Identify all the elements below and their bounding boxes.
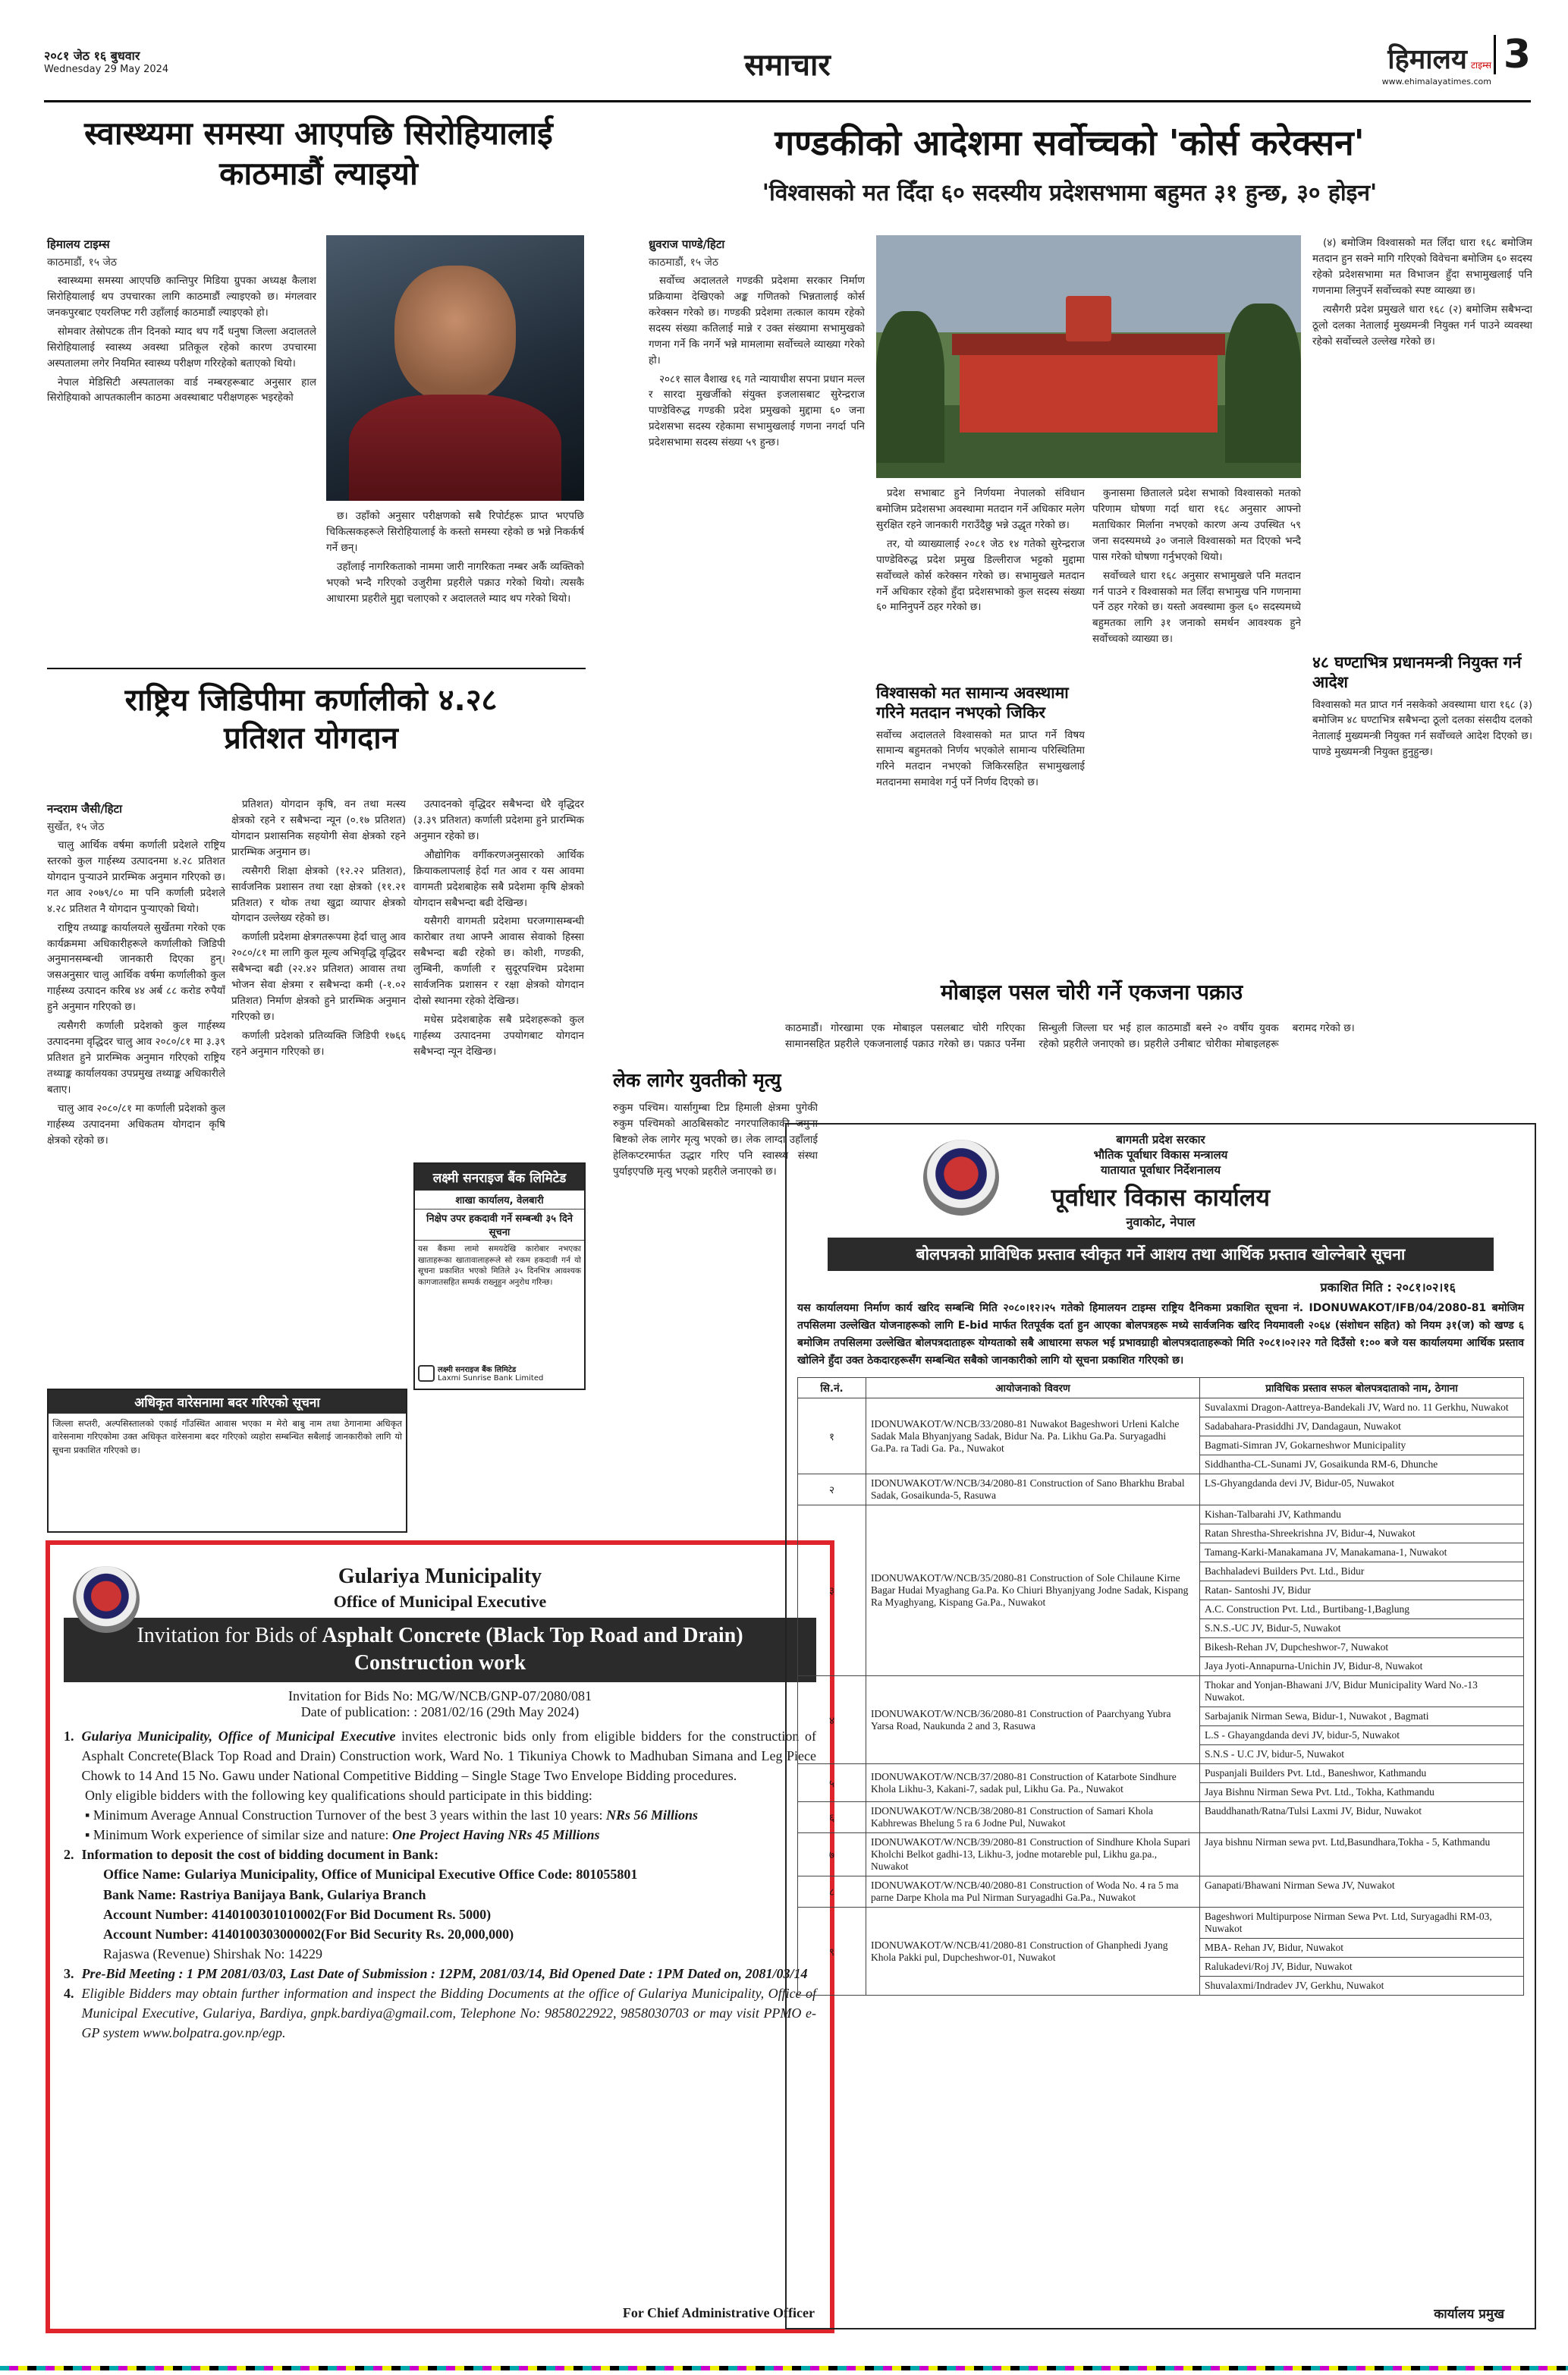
story1-col1: स्वास्थ्यमा समस्या आएपछि कान्तिपुर मिडिया ग्रुपका अध्यक्ष कैलाश सिरोहियालाई थप उपचारका लागि काठमाडौं ल्याइएको छ। मंगलवार जनकपुरबाट एयरलिफ्ट गरी उहाँलाई काठमाडौं ल्याइएको हो। सोमवार तेस्रोपटक तीन दिनको म्याद थप गर्दै धनुषा जिल्ला अदालतले सिरोहियालाई स्वास्थ्य अवस्था प्रतिकूल रहेको कारण उपचारमा अस्पतालमा लगेर नियमित स्वास्थ्य परीक्षण गरिरहेको बताएको थियो। नेपाल मेडिसिटी अस्पतालका वार्ड नम्बरहरूबाट अनुसार हाल सिरोहियाको आपतकालीन काठमा अवस्थाबाट परीक्षणहरू भइरहेको <box>47 275 316 404</box>
row-sn: ३ <box>798 1505 866 1676</box>
row-bidder: Ralukadevi/Roj JV, Bidur, Nuwakot <box>1200 1958 1524 1977</box>
infra-office: पूर्वाधार विकास कार्यालय <box>1051 1183 1271 1212</box>
table-row <box>798 1676 1524 1707</box>
table-row <box>798 1505 1524 1524</box>
row-bidder: Tamang-Karki-Manakamana JV, Manakamana-1, Nuwakot <box>1200 1543 1524 1562</box>
row-bidder: Suvalaxmi Dragon-Aattreya-Bandekali JV, Ward no. 11 Gerkhu, Nuwakot <box>1200 1398 1524 1417</box>
table-row <box>798 1876 1524 1908</box>
row-sn: ४ <box>798 1676 866 1764</box>
col-header-project: आयोजनाको विवरण <box>866 1378 1200 1398</box>
row-bidder: Jaya Jyoti-Annapurna-Unichin JV, Bidur-8, Nuwakot <box>1200 1657 1524 1676</box>
color-bar <box>0 2366 1568 2370</box>
row-sn: ६ <box>798 1802 866 1833</box>
row-project: IDONUWAKOT/W/NCB/36/2080-81 Construction of Paarchyang Yubra Yarsa Road, Naukunda 2 and 3, Rasuwa <box>866 1676 1200 1764</box>
story3-box1-title: विश्वासको मत सामान्य अवस्थामा गरिने मतदान नभएको जिकिर <box>876 684 1069 722</box>
page-number: 3 <box>1494 35 1531 74</box>
masthead <box>1382 39 1491 87</box>
row-project: IDONUWAKOT/W/NCB/41/2080-81 Construction of Ghanphedi Jyang Khola Pakki pul, Dupcheshwor-01, Nuwakot <box>866 1908 1200 1996</box>
row-bidder: Bachhaladevi Builders Pvt. Ltd., Bidur <box>1200 1562 1524 1581</box>
row-project: IDONUWAKOT/W/NCB/35/2080-81 Construction of Sole Chilaune Kirne Bagar Hudai Myaghang Ga.Pa. Ko Chiuri Bhyanjyang Jodne Sadak, Kispang Ra Myaghyang, Kispang Ga.Pa., Nuwakot <box>866 1505 1200 1676</box>
story3-byline: ध्रुवराज पाण्डे/हिटा <box>649 238 725 251</box>
row-bidder: Bagmati-Simran JV, Gokarneshwor Municipality <box>1200 1436 1524 1455</box>
story3-col4: (४) बमोजिम विश्वासको मत लिँदा धारा १६८ बमोजिम मतदान हुन सक्ने मागि गरिएको विवेचना बमोजिम ६० सदस्य रहेको प्रदेशसभामा मत विभाजन हुँदा सभामुखलाई पनि गणनामा लिनुपर्ने सर्वोच्चको स्पष्ट व्याख्या छ। त्यसैगरी प्रदेश प्रमुखले धारा १६८ (२) बमोजिम सबैभन्दा ठूलो दलका नेतालाई मुख्यमन्त्री नियुक्त गर्न पाउने व्यवस्था रहेको सर्वोच्चले उल्लेख गरेको छ। <box>1312 237 1532 348</box>
gulariya-title: Gulariya Municipality <box>338 1565 542 1588</box>
row-bidder: Ratan- Santoshi JV, Bidur <box>1200 1581 1524 1600</box>
story3-col2: प्रदेश सभाबाट हुने निर्णयमा नेपालको संविधान बमोजिम प्रदेशसभा अवस्थामा मतदान गर्ने अधिकार मलेग सुरक्षित रहने जानकारी गराउँदैछु भन्ने उद्धृत गरेको छ। तर, यो व्याख्यालाई २०८१ जेठ १४ गतेको सुरेन्द्रराज पाण्डेविरुद्ध प्रदेश प्रमुख डिल्लीराज भट्टको मुद्दामा सर्वोच्चले कोर्स करेक्सन गरेको छ। सभामुखले मतदान गर्ने अधिकार रहेको हुँदा प्रदेशसभाको कुल सदस्य संख्या ६० मानिनुपर्ने ठहर गरेको छ। <box>876 487 1085 614</box>
warisnama-title: अधिकृत वारेसनामा बदर गरिएको सूचना <box>49 1390 406 1414</box>
story3-box2-text: विश्वासको मत प्राप्त गर्न नसकेको अवस्थामा धारा १६८ (३) बमोजिम ४८ घण्टाभित्र सबैभन्दा ठूलो दलका संसदीय दलको नेतालाई मुख्यमन्त्री नियुक्त गर्न सर्वोच्चले आदेश दिएको छ। पाण्डे मुख्यमन्त्री नियुक्त हुनुहुन्छ। <box>1312 698 1532 759</box>
row-sn: ७ <box>798 1833 866 1876</box>
col-header-sn: सि.नं. <box>798 1378 866 1398</box>
col-header-bidder: प्राविधिक प्रस्ताव सफल बोलपत्रदाताको नाम, ठेगाना <box>1200 1378 1524 1398</box>
bank-logo-en: Laxmi Sunrise Bank Limited <box>438 1374 544 1383</box>
row-bidder: Puspanjali Builders Pvt. Ltd., Baneshwor, Kathmandu <box>1200 1764 1524 1783</box>
header-date-np: २०८१ जेठ १६ बुधवार <box>44 49 140 63</box>
header-rule <box>44 100 1531 102</box>
row-bidder: Jaya bishnu Nirman sewa pvt. Ltd,Basundhara,Tokha - 5, Kathmandu <box>1200 1833 1524 1876</box>
infra-body: यस कार्यालयमा निर्माण कार्य खरिद सम्बन्धि मिति २०८०।१२।२५ गतेको हिमालयन टाइम्स राष्ट्रिय दैनिकमा प्रकाशित सूचना नं. IDONUWAKOT/IFB/04/2080-81 बमोजिम तपसिलमा उल्लेखित योजनाहरूको लागि E-bid मार्फत रितपूर्वक दर्ता हुन आएका बोलपत्रहरू मध्ये सार्वजनिक खरिद नियमावली २०६४ (संशोधन सहित) को नियम ३१(ज) को खण्ड ६ बमोजिम तपसिलमा उल्लेखित बोलपत्रदाताहरू योग्यताको सबै आधारमा सफल भई प्रभावग्राही बोलपत्रदाताहरूको मिति २०८१।०२।२२ गते दिउँसो १:०० बजे यस कार्यालयमा आर्थिक प्रस्ताव खोलिने हुँदा उक्त ठेकदारहरूसँग सम्बन्धित सबैको जानकारीको लागि यो सूचना प्रकाशित गरिएको छ। <box>797 1302 1524 1367</box>
row-sn: ८ <box>798 1876 866 1908</box>
row-bidder: LS-Ghyangdanda devi JV, Bidur-05, Nuwakot <box>1200 1474 1524 1505</box>
story2-location: सुर्खेत, १५ जेठ <box>47 821 105 833</box>
row-bidder: L.S - Ghayangdanda devi JV, bidur-5, Nuwakot <box>1200 1726 1524 1745</box>
infra-directorate: यातायात पूर्वाधार निर्देशनालय <box>1100 1163 1221 1177</box>
bank-logo-icon <box>418 1365 435 1382</box>
story3-col1: सर्वोच्च अदालतले गण्डकी प्रदेशमा सरकार निर्माण प्रक्रियामा देखिएको अङ्क गणितको भिन्नतालाई कोर्स करेक्सन गरेको छ। गण्डकी प्रदेशमा तत्काल कायम रहेको सदस्य संख्या कतिलाई मान्ने र उक्त संख्यामा सभामुखको गणना गर्ने कि नगर्ने भन्ने मामलामा सर्वोच्चले व्याख्या गरेको हो। २०८१ साल वैशाख १६ गते न्यायाधीश सपना प्रधान मल्ल र सारदा मुखर्जीको संयुक्त इजलासबाट सुरेन्द्रराज पाण्डेविरुद्ध गण्डकी प्रदेश प्रमुखको मुद्दामा ६० जना प्रदेशसभा सदस्य रहेकामा सभामुखलाई गणना नगर्दा पनि प्रदेशसभामा सदस्य संख्या ५९ हुन्छ। <box>649 275 865 449</box>
row-project: IDONUWAKOT/W/NCB/38/2080-81 Construction of Samari Khola Kabhrewas Bhelung 5 ra 6 Jodne Pul, Nuwakot <box>866 1802 1200 1833</box>
nepal-emblem-icon <box>923 1140 999 1216</box>
row-bidder: MBA- Rehan JV, Bidur, Nuwakot <box>1200 1939 1524 1958</box>
website: www.ehimalayatimes.com <box>1381 77 1491 87</box>
story3-box1 <box>876 683 1085 835</box>
row-bidder: Bikesh-Rehan JV, Dupcheshwor-7, Nuwakot <box>1200 1638 1524 1657</box>
story3-photo <box>876 235 1301 478</box>
story1-location: काठमाडौं, १५ जेठ <box>47 256 118 269</box>
infra-notice-title: बोलपत्रको प्राविधिक प्रस्ताव स्वीकृत गर्ने आशय तथा आर्थिक प्रस्ताव खोल्नेबारे सूचना <box>828 1238 1494 1271</box>
infra-pub-date: प्रकाशित मिति : २०८१।०२।१६ <box>1320 1280 1456 1294</box>
row-bidder: Jaya Bishnu Nirman Sewa Pvt. Ltd., Tokha, Kathmandu <box>1200 1783 1524 1802</box>
row-sn: ५ <box>798 1764 866 1802</box>
story2-col2: प्रतिशत) योगदान कृषि, वन तथा मत्स्य क्षेत्रको रहने र सबैभन्दा न्यून (०.१७ प्रतिशत) योगदान प्रशासनिक सहयोगी सेवा क्षेत्रको रहने प्रारम्भिक अनुमान छ। त्यसैगरी शिक्षा क्षेत्रको (१२.२२ प्रतिशत), सार्वजनिक प्रशासन तथा रक्षा क्षेत्रको (११.२१ प्रतिशत) र थोक तथा खुद्रा व्यापार क्षेत्रको योगदान उल्लेख्य रहेको छ। कर्णाली प्रदेशमा क्षेत्रगतरूपमा हेर्दा चालु आव २०८०/८१ मा लागि कुल मूल्य अभिवृद्धि वृद्धिदर सबैभन्दा बढी (२२.४२ प्रतिशत) आवास तथा भोजन सेवा क्षेत्रमा र सबैभन्दा कमी (-१.०२ प्रतिशत) निर्माण क्षेत्रको हुने प्रारम्भिक अनुमान गरिएको छ। कर्णाली प्रदेशको प्रतिव्यक्ति जिडिपी १७६६ रहने अनुमान गरिएको छ। <box>231 798 406 1058</box>
row-bidder: S.N.S.-UC JV, Bidur-5, Nuwakot <box>1200 1619 1524 1638</box>
table-row <box>798 1908 1524 1939</box>
story3-subhead: 'विश्वासको मत दिँदा ६० सदस्यीय प्रदेशसभामा बहुमत ३१ हुन्छ, ३० होइन' <box>762 180 1378 206</box>
row-bidder: Kishan-Talbarahi JV, Kathmandu <box>1200 1505 1524 1524</box>
story4-headline: लेक लागेर युवतीको मृत्यु <box>613 1069 781 1091</box>
row-sn: १ <box>798 1398 866 1474</box>
masthead-sub: टाइम्स <box>1470 60 1491 71</box>
story3-location: काठमाडौं, १५ जेठ <box>649 256 719 269</box>
story1-byline: हिमालय टाइम्स <box>47 238 110 251</box>
row-project: IDONUWAKOT/W/NCB/37/2080-81 Construction of Katarbote Sindhure Khola Likhu-3, Kakani-7, sadak pul, Likhu Ga. Pa., Nuwakot <box>866 1764 1200 1802</box>
row-project: IDONUWAKOT/W/NCB/33/2080-81 Nuwakot Bageshwori Urleni Kalche Sadak Mala Bhyanjyang Sadak, Bidur Na. Pa. Likhu Ga.Pa. Suryagadhi Ga.Pa. ra Tadi Ga. Pa., Nuwakot <box>866 1398 1200 1474</box>
bank-notice <box>413 1162 586 1390</box>
table-row <box>798 1802 1524 1833</box>
table-row <box>798 1764 1524 1783</box>
row-bidder: Bauddhanath/Ratna/Tulsi Laxmi JV, Bidur, Nuwakot <box>1200 1802 1524 1833</box>
story2-col3: उत्पादनको वृद्धिदर सबैभन्दा धेरै वृद्धिदर (३.३९ प्रतिशत) कर्णाली प्रदेशमा हुने प्रारम्भिक अनुमान रहेको छ। औद्योगिक वर्गीकरणअनुसारको आर्थिक क्रियाकलापलाई हेर्दा गत आव र यस आवमा वागमती प्रदेशबाहेक सबै प्रदेशमा कृषि क्षेत्रको योगदान सबैभन्दा बढी देखिन्छ। यसैगरी वागमती प्रदेशमा घरजग्गासम्बन्धी कारोबार तथा आफ्नै आवास सेवाको हिस्सा सबैभन्दा बढी रहेको छ। कोशी, गण्डकी, लुम्बिनी, कर्णाली र सुदूरपश्चिम प्रदेशमा सार्वजनिक प्रशासन र रक्षा क्षेत्रको योगदान दोस्रो स्थानमा रहेको देखिन्छ। मधेस प्रदेशबाहेक सबै प्रदेशहरूको कुल गार्हस्थ्य उत्पादनमा उपयोगबाट योगदान सबैभन्दा न्यून देखिन्छ। <box>413 798 584 1058</box>
story5-headline: मोबाइल पसल चोरी गर्ने एकजना पक्राउ <box>941 980 1243 1005</box>
table-row <box>798 1474 1524 1505</box>
row-bidder: Sarbajanik Nirman Sewa, Bidur-1, Nuwakot , Bagmati <box>1200 1707 1524 1726</box>
story2-col1: चालु आर्थिक वर्षमा कर्णाली प्रदेशले राष्ट्रिय स्तरको कुल गार्हस्थ्य उत्पादनमा ४.२८ प्रतिशत योगदान पुऱ्याउने प्रारम्भिक अनुमान गरिएको छ। गत आव २०७९/८० मा पनि कर्णाली प्रदेशले ४.२८ प्रतिशत नै योगदान पुऱ्याएको थियो। राष्ट्रिय तथ्याङ्क कार्यालयले सुर्खेतमा गरेको एक कार्यक्रममा अधिकारीहरूले कर्णालीको जिडिपी अनुमानसम्बन्धी जानकारी दिएका हुन्। जसअनुसार चालु आर्थिक वर्षमा कर्णालीको कुल गार्हस्थ्य उत्पादन करिब ४४ अर्ब ८८ करोड रुपैयाँ हुने अनुमान गरिएको छ। त्यसैगरी कर्णाली प्रदेशको कुल गार्हस्थ्य उत्पादनमा वृद्धिदर चालु आव २०८०/८१ मा ३.३९ प्रतिशत हुने प्रारम्भिक अनुमान गरिएको राष्ट्रिय तथ्याङ्क कार्यालयका उपप्रमुख तथ्याङ्क अधिकारीले बताए। चालु आव २०८०/८१ मा कर्णाली प्रदेशको कुल गार्हस्थ्य उत्पादनमा अधिकतम योगदान कृषि क्षेत्रको रहेको छ। <box>47 839 225 1147</box>
bank-title: लक्ष्मी सनराइज बैंक लिमिटेड <box>432 1171 567 1186</box>
infra-table <box>797 1377 1524 1996</box>
infra-signature: कार्यालय प्रमुख <box>1434 2307 1504 2322</box>
row-bidder: Ganapati/Bhawani Nirman Sewa JV, Nuwakot <box>1200 1876 1524 1908</box>
header-date-en: Wednesday 29 May 2024 <box>44 64 169 75</box>
story3-col3: कुनासमा छितालले प्रदेश सभाको विश्वासको मतको परिणाम घोषणा गर्दा धारा १६८ अनुसार आफ्नो मताधिकार मिर्लाना नभएको कारण अन्य उपस्थित ५९ जना सदस्यमध्ये ३० जनाले विश्वासको मत दिएको भन्दै पास गरेको घोषणा गर्नुभएको थियो। सर्वोच्चले धारा १६८ अनुसार सभामुखले पनि मतदान गर्न पाउने र विश्वासको मत लिँदा सभामुख पनि गणनामा पर्ने ठहर गरेको छ। यस्तो अवस्थामा कुल ६० सदस्यमध्ये बहुमतका लागि ३१ जनाको समर्थन आवश्यक हुने सर्वोच्चको व्याख्या छ। <box>1092 487 1301 646</box>
header <box>44 32 1531 99</box>
gulariya-notice: Gulariya Municipality Office of Municipal Executive Invitation for Bids of Asphalt Concrete (Black Top Road and Drain) Construction work Invitation for Bids No: MG/W/NCB/GNP-07/2080/081 Date of publication: : 2081/02/16 (29th May 2024) 1. Gulariya Municipality, Office of Municipal Executive invites electronic bids only from eligible bidders for the construction of Asphalt Concrete(Black Top Road and Drain) Construction work, Ward No. 1 Tikuniya Chowk to Madhuban Simana and Leg Piece Chowk to 14 And 15 No. Gawu under National Competitive Bidding – Single Stage Two Envelope Bidding procedures. Only eligible bidders with the following key qualifications should participate in this bidding: ▪ Minimum Average Annual Construction Turnover of the best 3 years within the last 10 years: NRs 56 Millions ▪ Minimum Work experience of similar size and nature: One Project Having NRs 45 Millions 2. Information to deposit the cost of bidding document in Bank: Office Name: Gulariya Municipality, Office of Municipal Executive Office Code: 801055801 Bank Name: Rastriya Banijaya Bank, Gulariya Branch Account Number: 4140100301010002(For Bid Document Rs. 5000) Account Number: 4140100303000002(For Bid Security Rs. 20,000,000) Rajaswa (Revenue) Shirshak No: 14229 3. Pre-Bid Meeting : 1 PM 2081/03/03, Last Date of Submission : 12PM, 2081/03/14, Bid Opened Date : 1PM Dated on, 2081/03/14 4. Eligible Bidders may obtain further information and inspect the Bidding Documents at the office of Gulariya Municipality, Office of Municipal Executive, Gulariya, Bardiya, gnpk.bardiya@gmail.com, Telephone No: 9858022922, 9858030703 or may visit PPMO e-GP system www.bolpatra.gov.np/egp. For Chief Administrative Officer <box>46 1540 834 2333</box>
gulariya-office: Office of Municipal Executive <box>333 1592 547 1611</box>
section-title: समाचार <box>744 48 831 83</box>
story5-text: काठमाडौं। गोरखामा एक मोबाइल पसलबाट चोरी गरिएका सामानसहित प्रहरीले एकजनालाई पक्राउ गरेको छ। पक्राउ पर्नेमा सिन्धुली जिल्ला घर भई हाल काठमाडौं बस्ने २० वर्षीय युवक रहेको प्रहरीले जनाएको छ। प्रहरीले उनीबाट चोरीका मोबाइलहरू बरामद गरेको छ। <box>785 1022 1355 1050</box>
story3-box2-title: ४८ घण्टाभित्र प्रधानमन्त्री नियुक्त गर्न आदेश <box>1312 653 1522 692</box>
gulariya-bid-no: Invitation for Bids No: MG/W/NCB/GNP-07/2080/081 <box>288 1688 592 1703</box>
row-bidder: Siddhantha-CL-Sunami JV, Gosaikunda RM-6, Dhunche <box>1200 1455 1524 1474</box>
story3-box1-text: सर्वोच्च अदालतले विश्वासको मत प्राप्त गर्ने विषय सामान्य बहुमतको निर्णय भएकोले सामान्य परिस्थितिमा गरिने मतदान नभएको जिकिरसहित सभामुखलाई मतदानमा समावेश गर्नु पर्ने निर्णय दिएको छ। <box>876 728 1085 789</box>
gulariya-signature: For Chief Administrative Officer <box>622 2305 815 2320</box>
bank-logo-np: लक्ष्मी सनराइज बैंक लिमिटेड <box>438 1366 517 1374</box>
story1-headline: स्वास्थ्यमा समस्या आएपछि सिरोहियालाई काठमाडौं ल्याइयो <box>84 115 553 192</box>
row-project: IDONUWAKOT/W/NCB/39/2080-81 Construction of Sindhure Khola Supari Kholchi Belkot gadhi-13, Likhu-3, jodne motareble pul, Likhu ga.pa., Nuwakot <box>866 1833 1200 1876</box>
infra-place: नुवाकोट, नेपाल <box>1126 1215 1196 1229</box>
row-bidder: Thokar and Yonjan-Bhawani J/V, Bidur Municipality Ward No.-13 Nuwakot. <box>1200 1676 1524 1707</box>
masthead-title: हिमालय <box>1387 44 1467 75</box>
row-bidder: S.N.S - U.C JV, bidur-5, Nuwakot <box>1200 1745 1524 1764</box>
table-row <box>798 1833 1524 1876</box>
warisnama-notice <box>47 1389 407 1533</box>
row-sn: ९ <box>798 1908 866 1996</box>
bank-text: यस बैंकमा लामो समयदेखि कारोबार नभएका खाताहरूका खातावालाहरूले सो रकम हकदावी गर्न यो सूचना प्रकाशित भएको मितिले ३५ दिनभित्र आवश्यक कागजातसहित सम्पर्क राख्नुहुन अनुरोध गरिन्छ। <box>418 1244 581 1288</box>
story3-headline: गण्डकीको आदेशमा सर्वोच्चको 'कोर्स करेक्सन' <box>775 122 1365 163</box>
story1-col2: छ। उहाँको अनुसार परीक्षणको सबै रिपोर्टहरू प्राप्त भएपछि चिकित्सकहरूले सिरोहियालाई के कस्तो समस्या रहेको छ भन्ने निकर्कर्ष गर्ने छन्। उहाँलाई नागरिकताको नाममा जारी नागरिकता नम्बर अर्कै व्यक्तिको भएको भन्दै गरिएको उजुरीमा प्रहरीले पक्राउ गरेको थियो। त्यसकै आधारमा प्रहरीले मुद्दा चलाएको र अदालतले म्याद थप गरेको थियो। <box>326 510 584 605</box>
bank-heading: निक्षेप उपर हकदावी गर्ने सम्बन्धी ३५ दिने सूचना <box>415 1209 584 1241</box>
divider <box>47 668 586 669</box>
story2-byline: नन्दराम जैसी/हिटा <box>47 802 123 816</box>
infra-ministry: भौतिक पूर्वाधार विकास मन्त्रालय <box>1093 1148 1228 1162</box>
story4-text: रुकुम पश्चिम। यार्सागुम्बा टिप्न हिमाली क्षेत्रमा पुगेकी रुकुम पश्चिमको आठबिसकोट नगरपालिकाकी जमुना बिष्टको लेक लागेर मृत्यु भएको छ। लेक लाग्दा उहाँलाई हेलिकप्टरमार्फत उद्धार गरिए पनि स्वास्थ्य संस्था पुर्याइएपछि मृत्यु भएको प्रहरीले जनाएको छ। <box>613 1102 818 1178</box>
row-bidder: Sadabahara-Prasiddhi JV, Dandagaun, Nuwakot <box>1200 1417 1524 1436</box>
infra-notice <box>785 1123 1536 2329</box>
gulariya-invitation: Invitation for Bids of Asphalt Concrete (Black Top Road and Drain) Construction work <box>64 1618 816 1682</box>
row-bidder: Ratan Shrestha-Shreekrishna JV, Bidur-4, Nuwakot <box>1200 1524 1524 1543</box>
row-sn: २ <box>798 1474 866 1505</box>
row-project: IDONUWAKOT/W/NCB/40/2080-81 Construction of Woda No. 4 ra 5 ma parne Darpe Khola ma Pul Nirman Suryagadhi Ga.Pa., Nuwakot <box>866 1876 1200 1908</box>
story3-box2 <box>1312 653 1532 835</box>
nepal-emblem-icon <box>73 1566 140 1633</box>
gulariya-pub-date: Date of publication: : 2081/02/16 (29th May 2024) <box>300 1703 580 1719</box>
row-project: IDONUWAKOT/W/NCB/34/2080-81 Construction of Sano Bharkhu Brabal Sadak, Gosaikunda-5, Rasuwa <box>866 1474 1200 1505</box>
row-bidder: Shuvalaxmi/Indradev JV, Gerkhu, Nuwakot <box>1200 1977 1524 1996</box>
warisnama-text: जिल्ला सप्तरी, अल्पसिस्तालको एकाई गाँउस्थित आवास भएका म मेरो बाबु नाम तथा ठेगानामा अधिकृत वारेसनामा गरिएकोमा उक्त अधिकृत वारेसनामा बदर गरिएको व्यहोरा सम्बन्धित सबैलाई जानकारीको लागि यो सूचना प्रकाशित गरिएको छ। <box>52 1418 402 1455</box>
bank-subtitle: शाखा कार्यालय, वेलबारी <box>455 1195 544 1206</box>
row-bidder: Bageshwori Multipurpose Nirman Sewa Pvt. Ltd, Suryagadhi RM-03, Nuwakot <box>1200 1908 1524 1939</box>
table-row <box>798 1398 1524 1417</box>
row-bidder: A.C. Construction Pvt. Ltd., Burtibang-1,Baglung <box>1200 1600 1524 1619</box>
story2-headline: राष्ट्रिय जिडिपीमा कर्णालीको ४.२८ प्रतिशत योगदान <box>124 683 498 756</box>
infra-gov: बागमती प्रदेश सरकार <box>1116 1133 1205 1147</box>
story1-photo <box>326 235 584 501</box>
